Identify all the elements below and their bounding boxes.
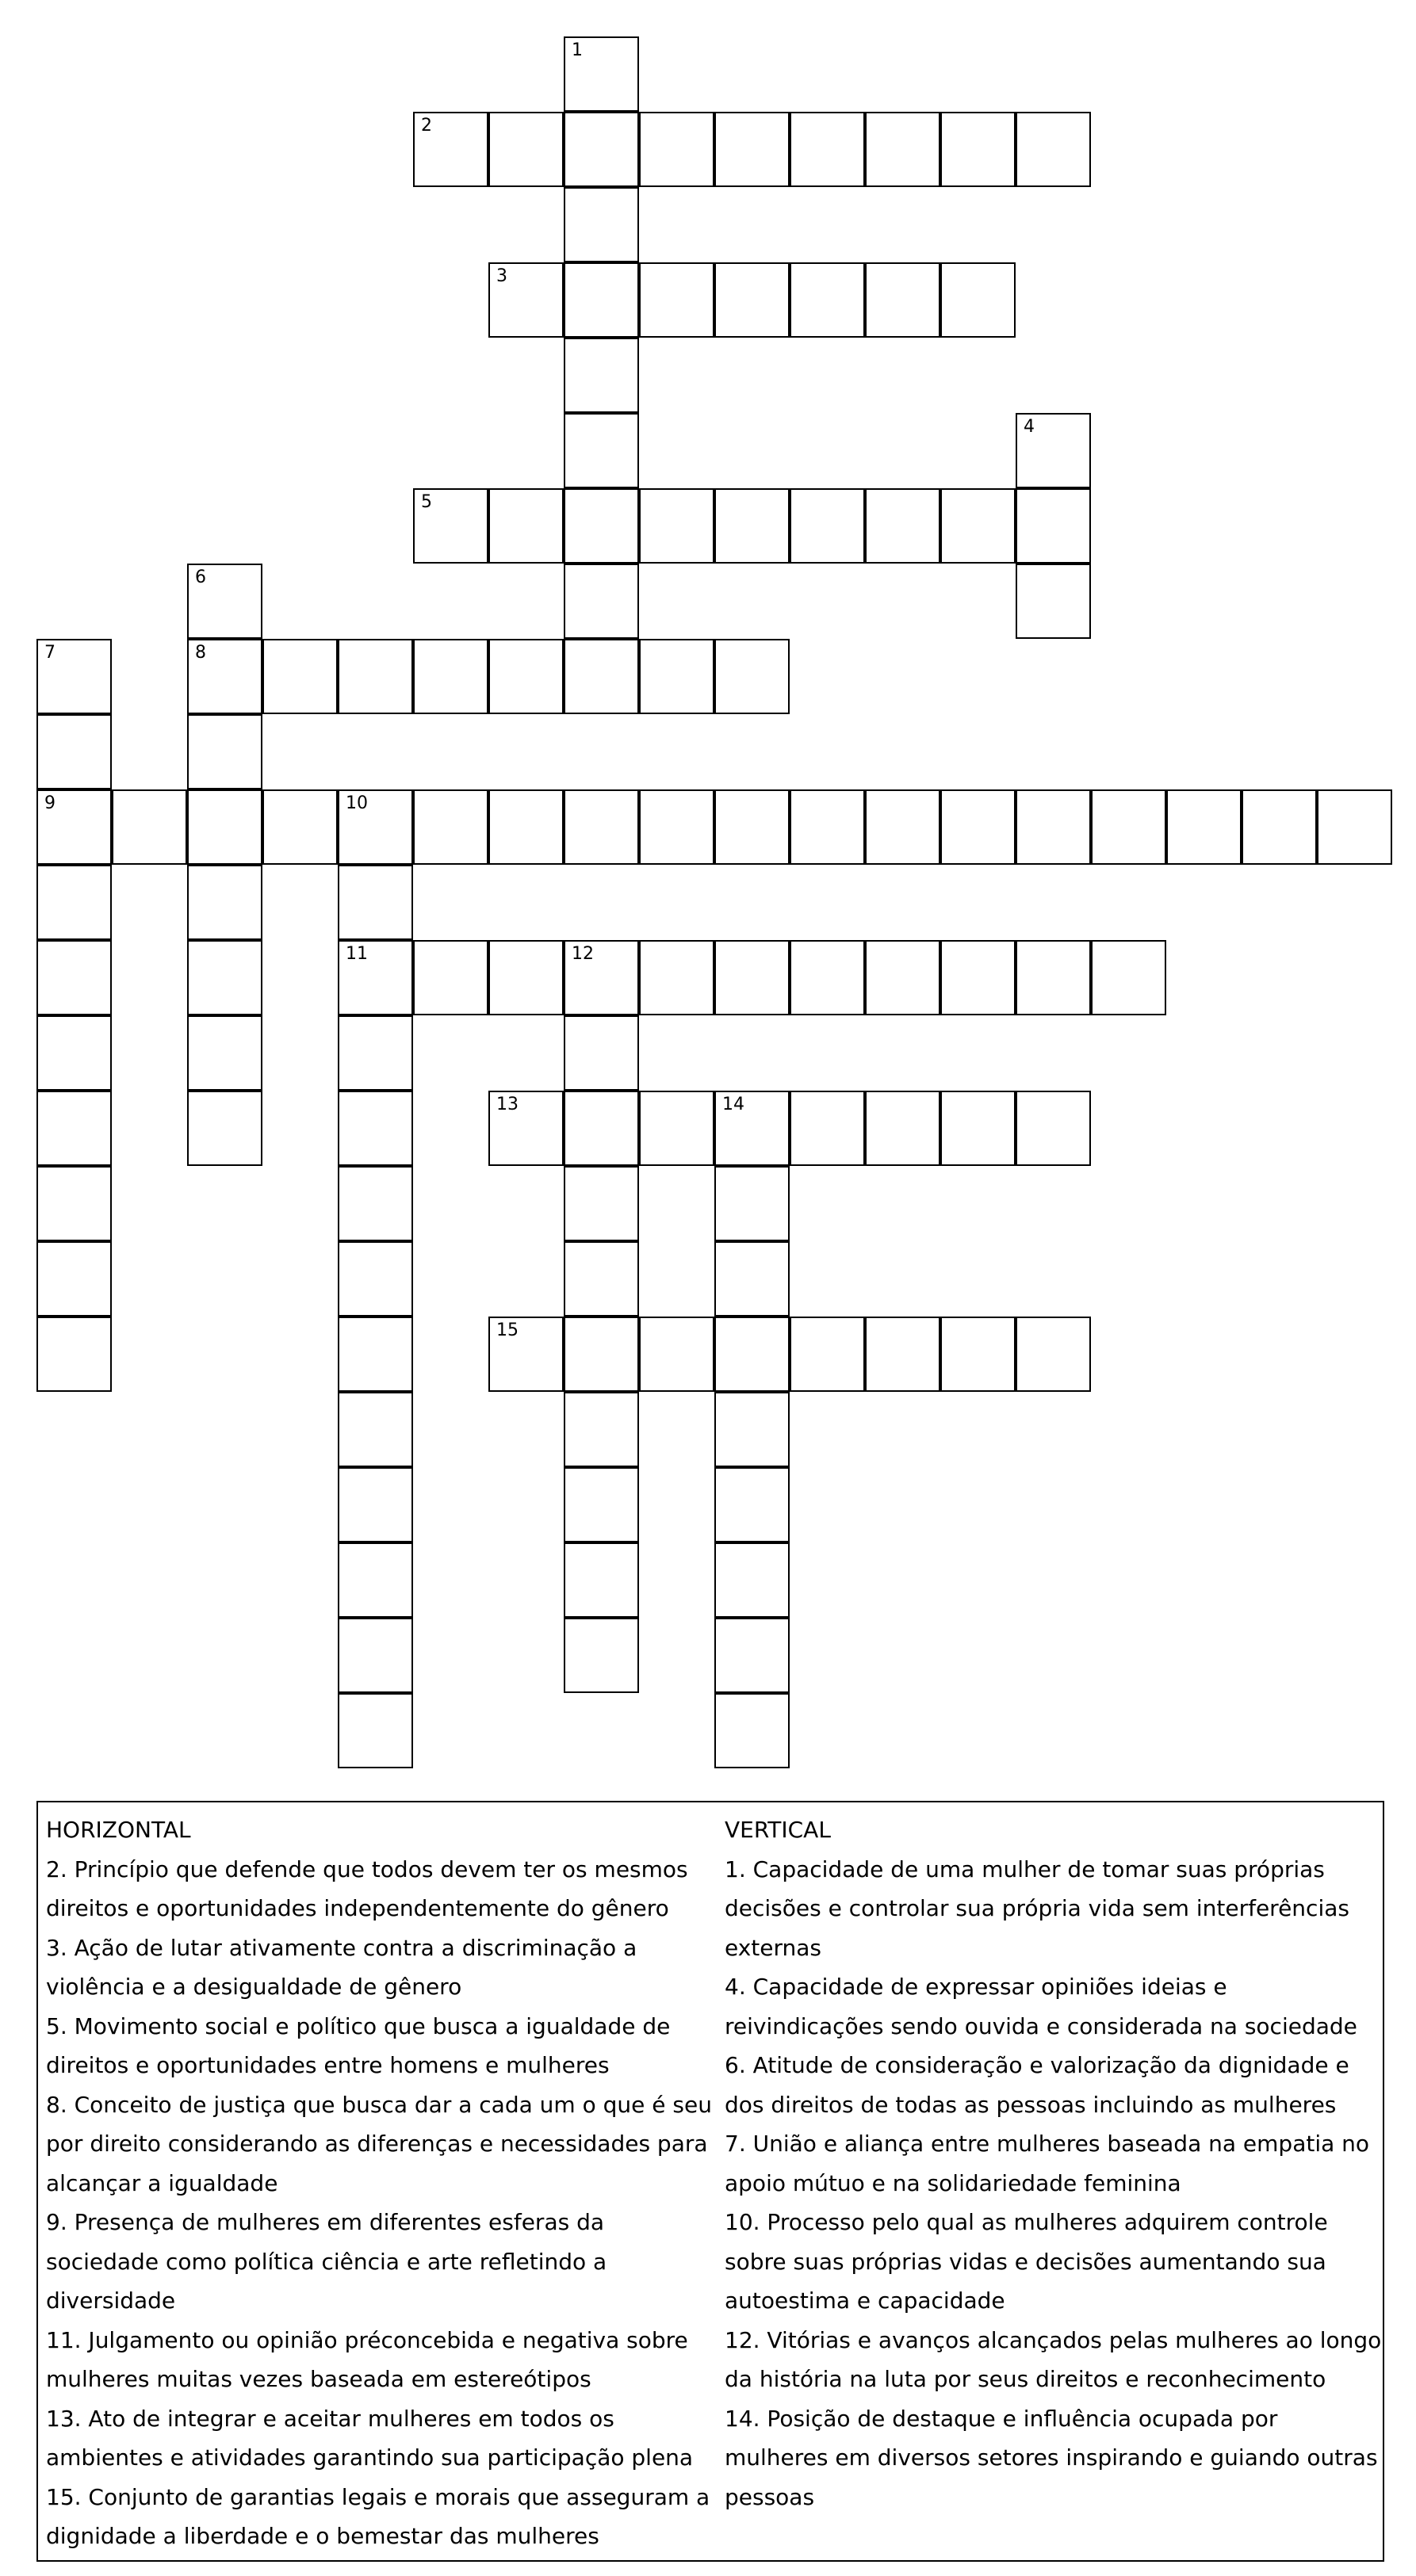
crossword-cell[interactable]	[262, 639, 338, 714]
crossword-cell[interactable]	[413, 940, 488, 1015]
crossword-cell[interactable]	[564, 1542, 639, 1618]
crossword-cell[interactable]	[790, 940, 865, 1015]
crossword-cell[interactable]	[639, 639, 714, 714]
crossword-cell[interactable]	[338, 1015, 413, 1091]
crossword-cell[interactable]	[564, 1091, 639, 1166]
crossword-cell[interactable]	[865, 1091, 940, 1166]
crossword-cell[interactable]	[639, 1091, 714, 1166]
crossword-cell[interactable]	[790, 262, 865, 338]
crossword-cell[interactable]	[940, 488, 1016, 564]
crossword-cell[interactable]	[187, 639, 262, 714]
crossword-cell[interactable]	[338, 789, 413, 865]
crossword-cell[interactable]	[714, 112, 790, 187]
clue-number: 1	[572, 40, 583, 60]
horizontal-clue: 2. Princípio que defende que todos devem ter os mesmos direitos e oportunidades independentemente do gênero	[46, 1856, 688, 1921]
crossword-cell[interactable]	[564, 413, 639, 488]
crossword-cell[interactable]	[714, 1166, 790, 1241]
crossword-cell[interactable]	[639, 112, 714, 187]
crossword-cell[interactable]	[1317, 789, 1392, 865]
vertical-clue: 10. Processo pelo qual as mulheres adquirem controle sobre suas próprias vidas e decisões aumentando sua autoestima e capacidade	[725, 2209, 1328, 2314]
crossword-cell[interactable]	[564, 187, 639, 262]
vertical-clue: 12. Vitórias e avanços alcançados pelas mulheres ao longo da história na luta por seus direitos e reconhecimento	[725, 2326, 1382, 2392]
crossword-cell[interactable]	[1242, 789, 1317, 865]
crossword-cell[interactable]	[488, 1317, 564, 1392]
crossword-cell[interactable]	[338, 1693, 413, 1768]
crossword-cell[interactable]	[790, 1317, 865, 1392]
crossword-cell[interactable]	[338, 1467, 413, 1542]
crossword-cell[interactable]	[790, 789, 865, 865]
crossword-cell[interactable]	[1016, 112, 1091, 187]
vertical-clue: 1. Capacidade de uma mulher de tomar suas próprias decisões e controlar sua própria vida sem interferências externas	[725, 1856, 1349, 1961]
clue-number: 12	[572, 944, 594, 964]
clue-number: 11	[346, 944, 368, 964]
clue-number: 6	[195, 568, 206, 587]
crossword-cell[interactable]	[413, 639, 488, 714]
crossword-cell[interactable]	[338, 639, 413, 714]
crossword-cell[interactable]	[1016, 413, 1091, 488]
crossword-cell[interactable]	[36, 1166, 112, 1241]
crossword-cell[interactable]	[1016, 564, 1091, 639]
crossword-cell[interactable]	[112, 789, 187, 865]
crossword-cell[interactable]	[36, 1241, 112, 1317]
crossword-cell[interactable]	[338, 1166, 413, 1241]
crossword-cell[interactable]	[714, 789, 790, 865]
clue-number: 13	[496, 1095, 519, 1114]
clue-number: 5	[421, 492, 432, 512]
horizontal-clue: 5. Movimento social e político que busca a igualdade de direitos e oportunidades entre homens e mulheres	[46, 2012, 671, 2078]
crossword-cell[interactable]	[36, 714, 112, 789]
vertical-clue: 14. Posição de destaque e influência ocupada por mulheres em diversos setores inspirando e guiando outras pessoas	[725, 2405, 1378, 2510]
crossword-cell[interactable]	[564, 488, 639, 564]
crossword-cell[interactable]	[940, 1091, 1016, 1166]
clues-box	[36, 1801, 1384, 2562]
crossword-cell[interactable]	[940, 262, 1016, 338]
crossword-cell[interactable]	[714, 1091, 790, 1166]
crossword-cell[interactable]	[564, 639, 639, 714]
crossword-cell[interactable]	[639, 940, 714, 1015]
crossword-cell[interactable]	[36, 1015, 112, 1091]
crossword-cell[interactable]	[865, 488, 940, 564]
crossword-cell[interactable]	[564, 36, 639, 112]
vertical-clue: 6. Atitude de consideração e valorização da dignidade e dos direitos de todas as pessoas incluindo as mulheres	[725, 2052, 1349, 2118]
crossword-cell[interactable]	[564, 1166, 639, 1241]
crossword-cell[interactable]	[790, 1091, 865, 1166]
crossword-cell[interactable]	[865, 1317, 940, 1392]
crossword-cell[interactable]	[714, 1542, 790, 1618]
crossword-cell[interactable]	[714, 262, 790, 338]
vertical-clue: 7. União e aliança entre mulheres baseada na empatia no apoio mútuo e na solidariedade feminina	[725, 2131, 1370, 2196]
crossword-cell[interactable]	[564, 564, 639, 639]
crossword-cell[interactable]	[36, 865, 112, 940]
crossword-cell[interactable]	[338, 1091, 413, 1166]
crossword-cell[interactable]	[262, 789, 338, 865]
crossword-cell[interactable]	[1016, 1091, 1091, 1166]
horizontal-clue: 11. Julgamento ou opinião préconcebida e negativa sobre mulheres muitas vezes baseada em estereótipos	[46, 2326, 688, 2392]
crossword-cell[interactable]	[488, 789, 564, 865]
crossword-cell[interactable]	[187, 789, 262, 865]
crossword-cell[interactable]	[714, 1317, 790, 1392]
crossword-cell[interactable]	[338, 1241, 413, 1317]
crossword-cell[interactable]	[639, 789, 714, 865]
crossword-cell[interactable]	[564, 262, 639, 338]
crossword-cell[interactable]	[865, 112, 940, 187]
crossword-cell[interactable]	[1091, 789, 1166, 865]
crossword-cell[interactable]	[413, 789, 488, 865]
crossword-cell[interactable]	[338, 1392, 413, 1467]
vertical-clue: 4. Capacidade de expressar opiniões ideias e reivindicações sendo ouvida e considerada na sociedade	[725, 1974, 1357, 2039]
crossword-cell[interactable]	[36, 940, 112, 1015]
crossword-cell[interactable]	[714, 488, 790, 564]
crossword-cell[interactable]	[413, 112, 488, 187]
horizontal-clue: 15. Conjunto de garantias legais e morais que asseguram a dignidade a liberdade e o bemestar das mulheres	[46, 2483, 710, 2549]
crossword-cell[interactable]	[488, 940, 564, 1015]
vertical-clues	[725, 1810, 1383, 2517]
horizontal-clues	[46, 1810, 720, 2556]
crossword-cell[interactable]	[187, 564, 262, 639]
crossword-cell[interactable]	[488, 112, 564, 187]
crossword-cell[interactable]	[187, 1015, 262, 1091]
crossword-cell[interactable]	[940, 940, 1016, 1015]
crossword-cell[interactable]	[714, 1392, 790, 1467]
crossword-cell[interactable]	[940, 789, 1016, 865]
crossword-cell[interactable]	[564, 338, 639, 413]
crossword-cell[interactable]	[187, 714, 262, 789]
crossword-cell[interactable]	[1016, 1317, 1091, 1392]
crossword-cell[interactable]	[36, 1091, 112, 1166]
clue-number: 9	[44, 793, 55, 813]
clue-number: 8	[195, 643, 206, 663]
crossword-cell[interactable]	[865, 789, 940, 865]
crossword-cell[interactable]	[488, 262, 564, 338]
crossword-cell[interactable]	[338, 1542, 413, 1618]
clue-number: 3	[496, 266, 507, 286]
clue-number: 15	[496, 1320, 519, 1340]
crossword-cell[interactable]	[639, 262, 714, 338]
crossword-cell[interactable]	[639, 488, 714, 564]
crossword-cell[interactable]	[564, 1015, 639, 1091]
crossword-cell[interactable]	[413, 488, 488, 564]
crossword-cell[interactable]	[1016, 789, 1091, 865]
crossword-cell[interactable]	[940, 1317, 1016, 1392]
clue-number: 14	[722, 1095, 744, 1114]
horizontal-clue: 3. Ação de lutar ativamente contra a discriminação a violência e a desigualdade de gênero	[46, 1934, 637, 2000]
clue-number: 4	[1024, 417, 1035, 437]
crossword-cell[interactable]	[564, 1618, 639, 1693]
crossword-cell[interactable]	[714, 1693, 790, 1768]
crossword-cell[interactable]	[940, 112, 1016, 187]
crossword-cell[interactable]	[564, 940, 639, 1015]
crossword-cell[interactable]	[714, 1467, 790, 1542]
crossword-cell[interactable]	[36, 789, 112, 865]
crossword-cell[interactable]	[714, 940, 790, 1015]
horizontal-clue: 9. Presença de mulheres em diferentes esferas da sociedade como política ciência e arte refletindo a diversidade	[46, 2209, 607, 2314]
horizontal-clue: 13. Ato de integrar e aceitar mulheres em todos os ambientes e atividades garantindo sua participação plena	[46, 2405, 694, 2471]
crossword-cell[interactable]	[1091, 940, 1166, 1015]
crossword-cell[interactable]	[338, 1317, 413, 1392]
clue-number: 7	[44, 643, 55, 663]
crossword-cell[interactable]	[865, 940, 940, 1015]
crossword-cell[interactable]	[1166, 789, 1242, 865]
crossword-cell[interactable]	[714, 1241, 790, 1317]
crossword-cell[interactable]	[865, 262, 940, 338]
crossword-cell[interactable]	[187, 1091, 262, 1166]
crossword-cell[interactable]	[1016, 940, 1091, 1015]
horizontal-heading: HORIZONTAL	[46, 1817, 191, 1843]
crossword-cell[interactable]	[714, 639, 790, 714]
clue-number: 2	[421, 116, 432, 136]
crossword-cell[interactable]	[36, 1317, 112, 1392]
crossword-cell[interactable]	[1016, 488, 1091, 564]
crossword-cell[interactable]	[564, 1392, 639, 1467]
horizontal-clue: 8. Conceito de justiça que busca dar a cada um o que é seu por direito considerando as diferenças e necessidades para alcançar a igualdade	[46, 2091, 712, 2196]
vertical-heading: VERTICAL	[725, 1817, 831, 1843]
crossword-cell[interactable]	[639, 1317, 714, 1392]
crossword-cell[interactable]	[564, 1467, 639, 1542]
crossword-cell[interactable]	[187, 940, 262, 1015]
crossword-cell[interactable]	[790, 112, 865, 187]
crossword-cell[interactable]	[564, 1317, 639, 1392]
crossword-cell[interactable]	[564, 112, 639, 187]
crossword-cell[interactable]	[488, 1091, 564, 1166]
crossword-cell[interactable]	[488, 488, 564, 564]
crossword-cell[interactable]	[36, 639, 112, 714]
crossword-cell[interactable]	[338, 865, 413, 940]
crossword-cell[interactable]	[338, 1618, 413, 1693]
crossword-cell[interactable]	[790, 488, 865, 564]
crossword-cell[interactable]	[187, 865, 262, 940]
clue-number: 10	[346, 793, 368, 813]
crossword-cell[interactable]	[338, 940, 413, 1015]
crossword-cell[interactable]	[564, 789, 639, 865]
crossword-cell[interactable]	[714, 1618, 790, 1693]
crossword-cell[interactable]	[488, 639, 564, 714]
crossword-cell[interactable]	[564, 1241, 639, 1317]
